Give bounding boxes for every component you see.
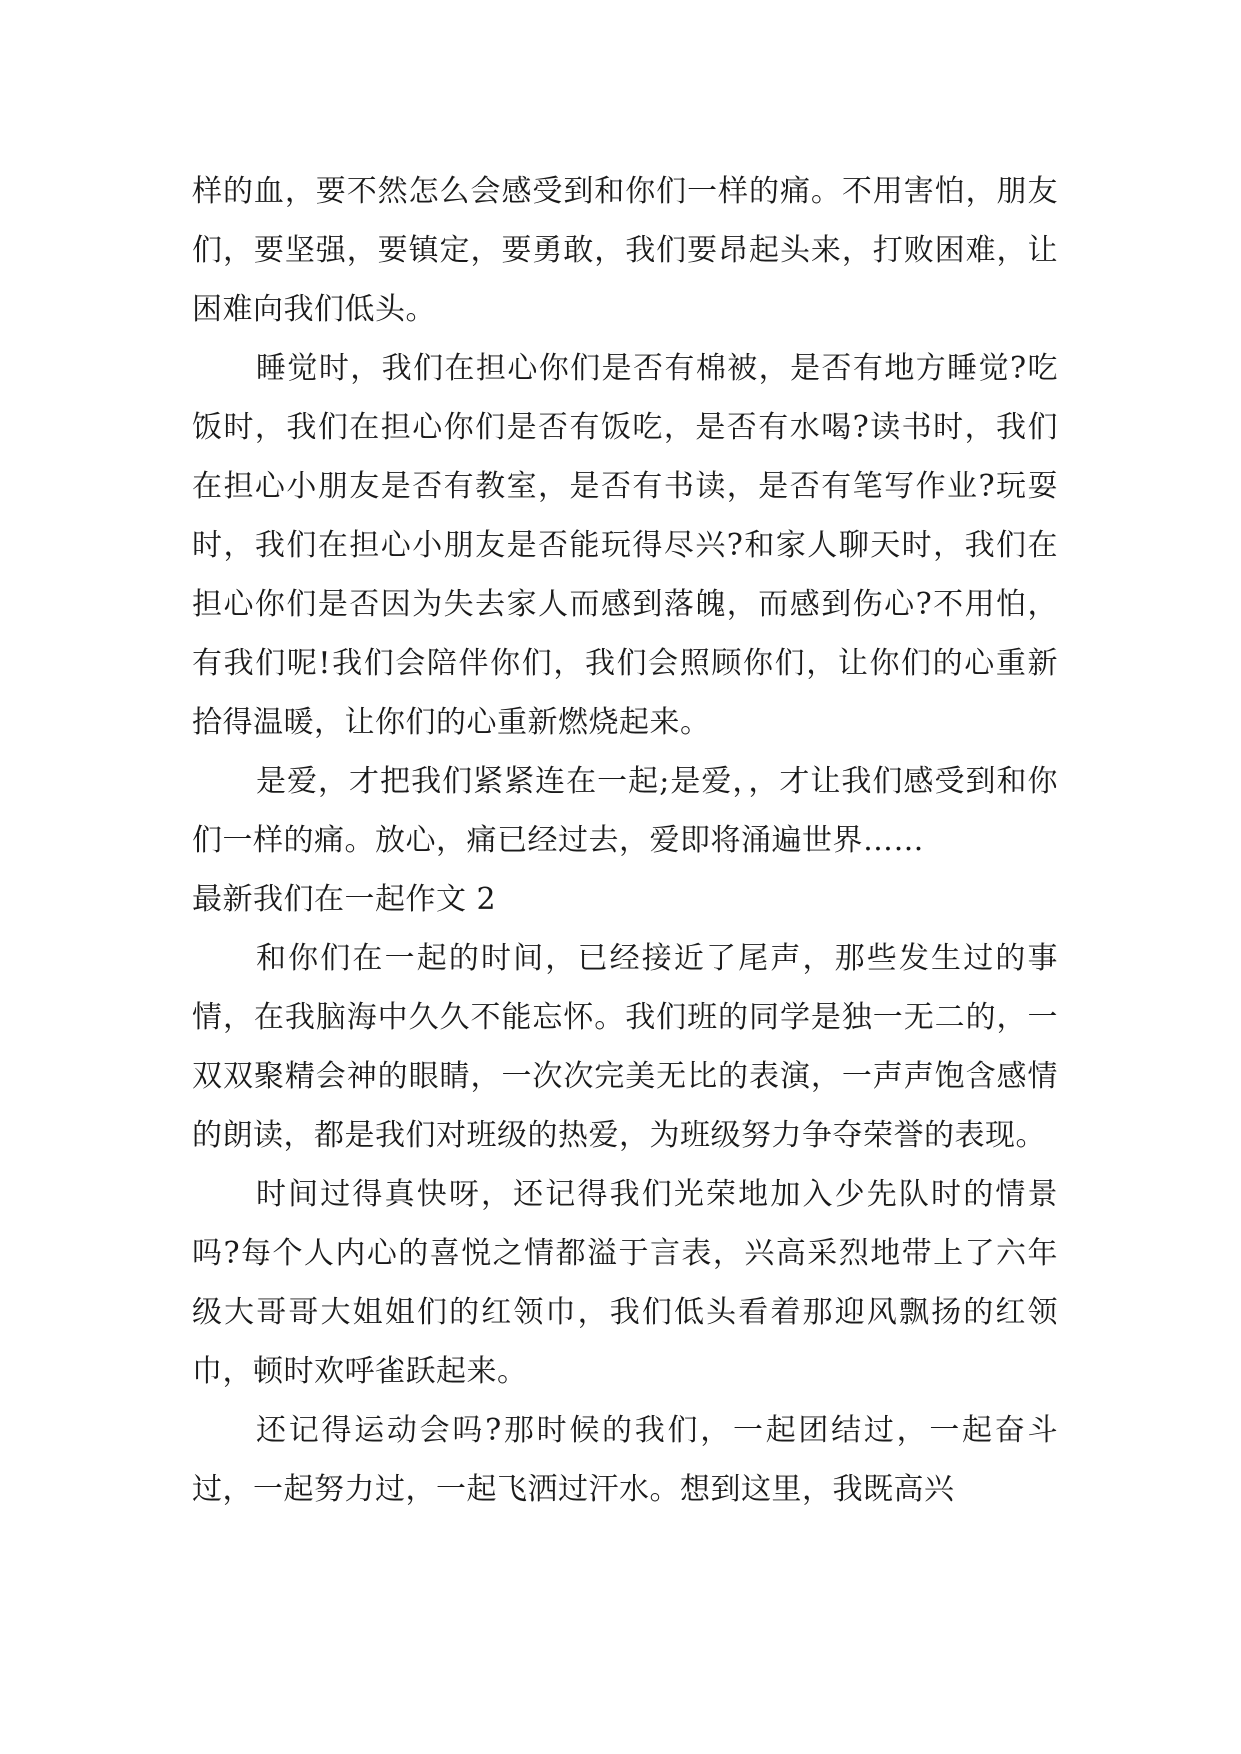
section-heading: 最新我们在一起作文 2 bbox=[192, 882, 497, 917]
paragraph-continuation: 样的血，要不然怎么会感受到和你们一样的痛。不用害怕，朋友们，要坚强，要镇定，要勇敢，我们要昂起头来，打败困难，让困难向我们低头。 bbox=[192, 174, 1058, 327]
paragraph-worry: 睡觉时，我们在担心你们是否有棉被，是否有地方睡觉?吃饭时，我们在担心你们是否有饭吃，是否有水喝?读书时，我们在担心小朋友是否有教室，是否有书读，是否有笔写作业?玩耍时，我们在担心小朋友是否能玩得尽兴?和家人聊天时，我们在担心你们是否因为失去家人而感到落魄，而感到伤心?不用怕，有我们呢!我们会陪伴你们，我们会照顾你们，让你们的心重新拾得温暖，让你们的心重新燃烧起来。 bbox=[192, 351, 1058, 740]
paragraph-sports-meet: 还记得运动会吗?那时候的我们，一起团结过，一起奋斗过，一起努力过，一起飞洒过汗水。想到这里，我既高兴 bbox=[192, 1413, 1058, 1507]
paragraph-young-pioneers: 时间过得真快呀，还记得我们光荣地加入少先队时的情景吗?每个人内心的喜悦之情都溢于言表，兴高采烈地带上了六年级大哥哥大姐姐们的红领巾，我们低头看着那迎风飘扬的红领巾，顿时欢呼雀跃起来。 bbox=[192, 1177, 1058, 1389]
paragraph-love: 是爱，才把我们紧紧连在一起;是爱，，才让我们感受到和你们一样的痛。放心，痛已经过去，爱即将涌遍世界…… bbox=[192, 764, 1058, 858]
document-body bbox=[192, 162, 1058, 1519]
paragraph-classmates: 和你们在一起的时间，已经接近了尾声，那些发生过的事情，在我脑海中久久不能忘怀。我们班的同学是独一无二的，一双双聚精会神的眼睛，一次次完美无比的表演，一声声饱含感情的朗读，都是我们对班级的热爱，为班级努力争夺荣誉的表现。 bbox=[192, 941, 1058, 1153]
